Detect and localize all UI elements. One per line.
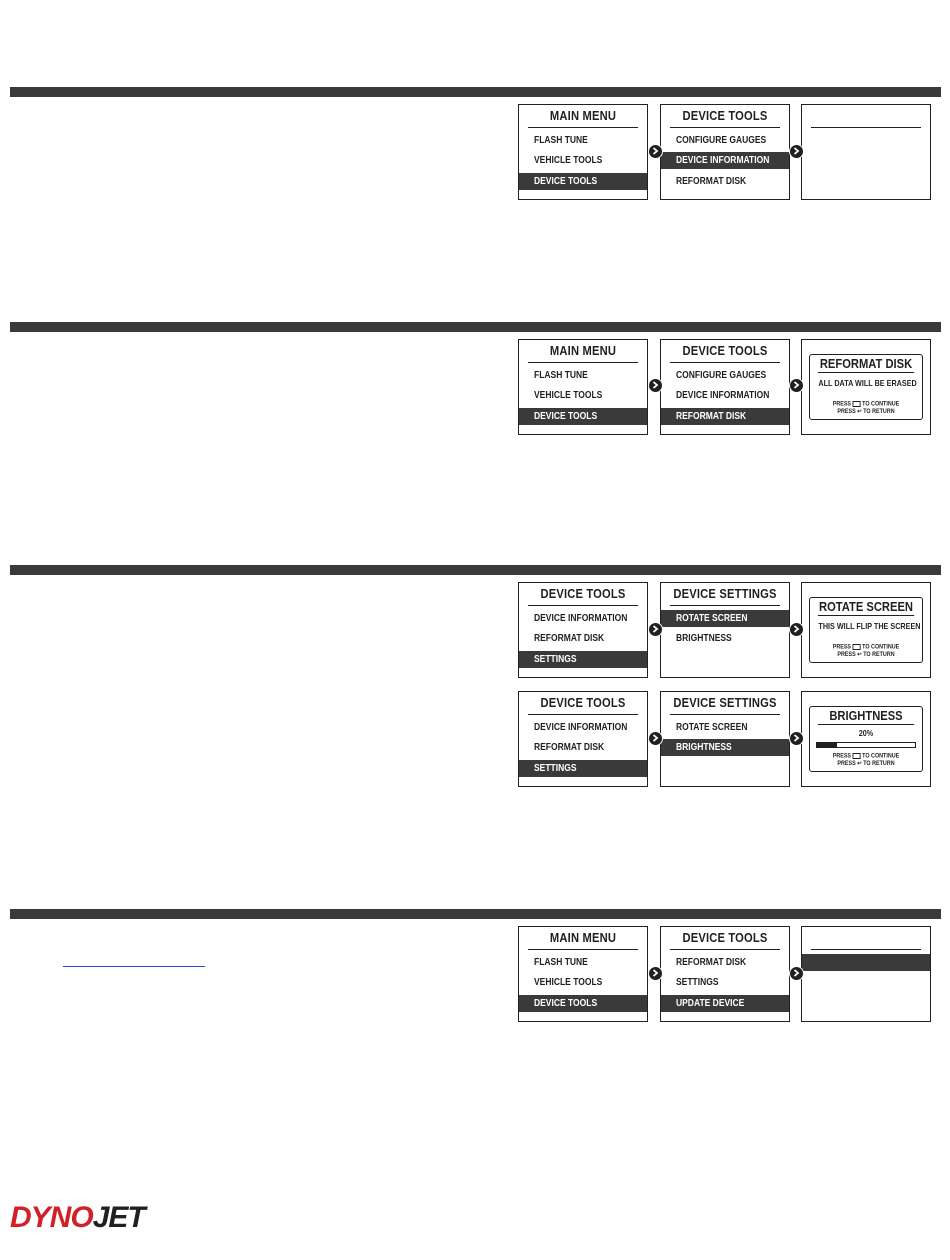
menu-item[interactable]: REFORMAT DISK (534, 633, 605, 645)
menu-item[interactable]: DEVICE INFORMATION (676, 390, 770, 402)
menu-item[interactable]: CONFIGURE GAUGES (676, 135, 767, 146)
dialog-instructions: PRESS TO CONTINUE PRESS ↩ TO RETURN (832, 402, 900, 415)
screen-title: DEVICE TOOLS (528, 583, 638, 606)
chevron-right-icon (789, 378, 804, 393)
menu-item-selected[interactable]: SETTINGS (519, 651, 647, 668)
back-arrow-icon: ↩ (857, 409, 862, 415)
dialog-instructions: PRESS TO CONTINUE PRESS ↩ TO RETURN (832, 645, 900, 658)
menu-item[interactable]: ROTATE SCREEN (676, 722, 748, 733)
menu-item-selected[interactable]: SETTINGS (519, 760, 647, 777)
hyperlink[interactable] (63, 952, 205, 967)
menu-item-selected[interactable] (802, 954, 930, 971)
chevron-right-icon (789, 966, 804, 981)
reformat-disk-dialog-screen (801, 339, 931, 435)
menu-item[interactable]: BRIGHTNESS (676, 633, 732, 645)
chevron-right-icon (789, 144, 804, 159)
device-tools-screen (518, 582, 648, 678)
screen-title: DEVICE TOOLS (670, 927, 780, 950)
brightness-value: 20% (858, 728, 874, 738)
chevron-right-icon (789, 622, 804, 637)
screen-title (811, 105, 921, 128)
chevron-right-icon (648, 378, 663, 393)
dialog-message: ALL DATA WILL BE ERASED (818, 378, 917, 388)
device-settings-screen (660, 691, 790, 787)
enter-key-icon (853, 753, 861, 759)
screen-title: DEVICE SETTINGS (670, 583, 780, 606)
device-tools-screen (660, 104, 790, 200)
screen-title: DEVICE TOOLS (670, 105, 780, 128)
confirm-dialog (809, 597, 923, 663)
chevron-right-icon (648, 144, 663, 159)
back-arrow-icon: ↩ (857, 761, 862, 767)
logo-text-dyno: DYNO (10, 1201, 93, 1234)
screen-title: DEVICE TOOLS (528, 692, 638, 715)
enter-key-icon (853, 644, 861, 650)
device-tools-screen (518, 691, 648, 787)
menu-item-selected[interactable]: DEVICE TOOLS (519, 995, 647, 1012)
menu-item-selected[interactable]: DEVICE TOOLS (519, 408, 647, 425)
brightness-dialog (809, 706, 923, 772)
menu-item[interactable]: FLASH TUNE (534, 957, 588, 968)
chevron-right-icon (648, 731, 663, 746)
blank-screen (801, 104, 931, 200)
menu-item[interactable]: VEHICLE TOOLS (534, 977, 603, 989)
screen-title: MAIN MENU (528, 927, 638, 950)
back-arrow-icon: ↩ (857, 652, 862, 658)
screen-title: DEVICE SETTINGS (670, 692, 780, 715)
menu-item-selected[interactable]: DEVICE TOOLS (519, 173, 647, 190)
dialog-title: BRIGHTNESS (818, 707, 914, 725)
logo-text-jet: JET (92, 1201, 145, 1234)
device-settings-screen (660, 582, 790, 678)
menu-item-selected[interactable]: UPDATE DEVICE (661, 995, 789, 1012)
device-tools-screen (660, 926, 790, 1022)
update-screen (801, 926, 931, 1022)
menu-item-selected[interactable]: DEVICE INFORMATION (661, 152, 789, 169)
section-divider (10, 322, 941, 332)
screen-title (811, 927, 921, 950)
enter-key-icon (853, 401, 861, 407)
menu-item[interactable]: REFORMAT DISK (676, 175, 747, 187)
dialog-title: REFORMAT DISK (819, 356, 913, 371)
main-menu-screen (518, 339, 648, 435)
menu-item[interactable]: VEHICLE TOOLS (534, 155, 603, 167)
brightness-progress-fill (817, 743, 837, 747)
section-divider (10, 909, 941, 919)
menu-item[interactable]: VEHICLE TOOLS (534, 390, 603, 402)
screen-title: MAIN MENU (528, 105, 638, 128)
section-divider (10, 565, 941, 575)
chevron-right-icon (789, 731, 804, 746)
menu-item[interactable]: DEVICE INFORMATION (534, 722, 628, 733)
dynojet-logo (10, 1203, 145, 1233)
screen-title: MAIN MENU (528, 340, 638, 363)
menu-item[interactable]: FLASH TUNE (534, 370, 588, 381)
confirm-dialog (809, 354, 923, 420)
chevron-right-icon (648, 966, 663, 981)
brightness-progress-bar[interactable] (816, 742, 916, 748)
menu-item[interactable]: REFORMAT DISK (676, 957, 747, 968)
brightness-dialog-screen (801, 691, 931, 787)
rotate-screen-dialog-screen (801, 582, 931, 678)
menu-item[interactable]: FLASH TUNE (534, 135, 588, 146)
dialog-instructions: PRESS TO CONTINUE PRESS ↩ TO RETURN (832, 754, 900, 767)
main-menu-screen (518, 926, 648, 1022)
screen-title: DEVICE TOOLS (670, 340, 780, 363)
menu-item[interactable]: CONFIGURE GAUGES (676, 370, 767, 381)
menu-item[interactable]: REFORMAT DISK (534, 742, 605, 754)
menu-item-selected[interactable]: ROTATE SCREEN (661, 610, 789, 627)
menu-item[interactable]: DEVICE INFORMATION (534, 613, 628, 624)
section-divider (10, 87, 941, 97)
chevron-right-icon (648, 622, 663, 637)
menu-item-selected[interactable]: REFORMAT DISK (661, 408, 789, 425)
dialog-title: ROTATE SCREEN (818, 599, 914, 614)
main-menu-screen (518, 104, 648, 200)
device-tools-screen (660, 339, 790, 435)
menu-item[interactable]: SETTINGS (676, 977, 719, 989)
dialog-message: THIS WILL FLIP THE SCREEN (818, 621, 921, 631)
menu-item-selected[interactable]: BRIGHTNESS (661, 739, 789, 756)
